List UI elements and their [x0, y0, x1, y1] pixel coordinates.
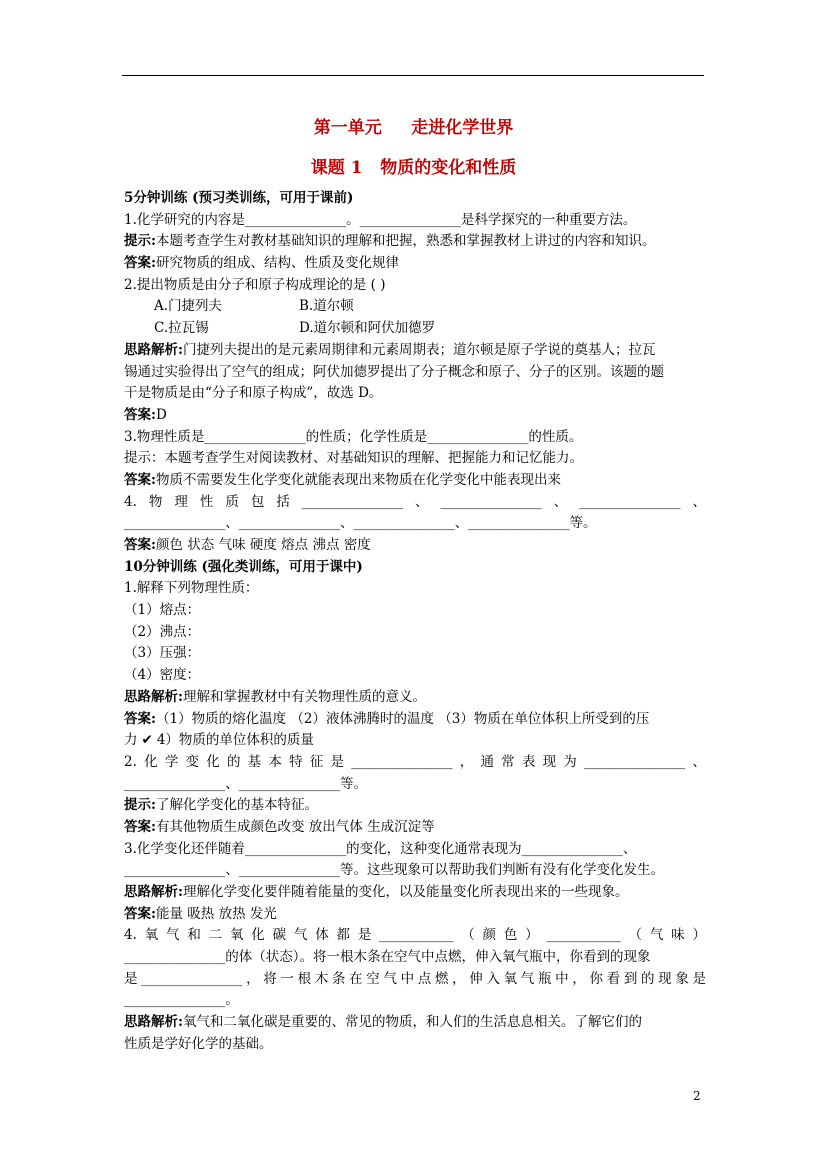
hint-label: 提示: [124, 233, 156, 250]
question-2-4-continued: _______________。 [124, 992, 239, 1009]
answer-line [124, 709, 706, 731]
answer-label: 答案: [124, 905, 156, 922]
hint-plain: 提示：本题考查学生对阅读教材、对基础知识的理解、把握能力和记忆能力。 [124, 450, 583, 467]
answer-text: 研究物质的组成、结构、性质及变化规律 [155, 255, 399, 272]
answer-line [124, 817, 706, 839]
answer-label: 答案: [124, 537, 156, 553]
answer-line [124, 904, 706, 926]
question-2-3-continued: _______________、_______________等。这些现象可以帮助我们判断有没有化学变化发生。 [124, 862, 664, 879]
answer-text: 物质不需要发生化学变化就能表现出来物质在化学变化中能表现出来 [155, 471, 561, 488]
question-2-4: 4.氧气和二氧化碳气体都是___________（颜色）___________（气味） [124, 927, 706, 944]
answer-label: 答案: [124, 406, 156, 423]
question-2-2-continued: _______________、_______________等。 [124, 775, 367, 792]
question-2-2: 2.化学变化的基本特征是_______________，通常表现为_______________、 [124, 753, 706, 770]
unit-title: 第一单元 走进化学世界 [313, 118, 514, 138]
analysis-text: 门捷列夫提出的是元素周期律和元素周期表；道尔顿是原子学说的奠基人；拉瓦 [182, 341, 656, 358]
option-c: C.拉瓦锡 [154, 320, 209, 337]
analysis-line [124, 687, 706, 709]
hint-line [124, 231, 706, 253]
hint-line [124, 795, 706, 817]
sub-item: （3）压强： [124, 645, 201, 662]
option-b: B.道尔顿 [299, 298, 354, 315]
options-row [124, 318, 706, 340]
answer-continued [124, 730, 706, 752]
answer-label: 答案: [124, 818, 156, 835]
answer-text: D [155, 406, 167, 423]
analysis-continued: 锡通过实验得出了空气的组成；阿伏加德罗提出了分子概念和原子、分子的区别。该题的题 [124, 363, 664, 380]
sub-item: （2）沸点： [124, 623, 201, 640]
section-heading-5min: 5分钟训练 (预习类训练，可用于课前) [124, 190, 354, 206]
analysis-text: 氧气和二氧化碳是重要的、常见的物质，和人们的生活息息相关。了解它们的 [182, 1014, 642, 1031]
question-1-3: 3.物理性质是_______________的性质；化学性质是_______________的性质。 [124, 428, 583, 445]
analysis-label: 思路解析: [124, 1014, 183, 1031]
analysis-label: 思路解析: [124, 341, 183, 358]
hint-text: 了解化学变化的基本特征。 [155, 797, 318, 814]
answer-text: 颜色 状态 气味 硬度 熔点 沸点 密度 [155, 537, 371, 553]
question-2-3: 3.化学变化还伴随着_______________的变化，这种变化通常表现为_______________、 [124, 840, 637, 857]
options-row [124, 296, 706, 318]
hint-text: 本题考查学生对教材基础知识的理解和把握，熟悉和掌握教材上讲过的内容和知识。 [155, 233, 656, 250]
header-rule [122, 75, 704, 76]
question-2-1: 1.解释下列物理性质： [124, 580, 259, 597]
analysis-text: 理解化学变化要伴随着能量的变化，以及能量变化所表现出来的一些现象。 [182, 884, 629, 900]
answer-prefix: 力 [124, 732, 138, 749]
question-1-1: 1.化学研究的内容是_______________。_______________是科学探究的一种重要方法。 [124, 211, 637, 228]
section-heading-10min: 10分钟训练 (强化类训练，可用于课中) [124, 558, 363, 575]
answer-line [124, 405, 706, 427]
option-d: D.道尔顿和阿伏加德罗 [299, 320, 436, 337]
analysis-line [124, 340, 706, 362]
answer-line [124, 535, 706, 557]
answer-text: 有其他物质生成颜色改变 放出气体 生成沉淀等 [155, 818, 435, 835]
answer-text: （1）物质的熔化温度 （2）液体沸腾时的温度 （3）物质在单位体积上所受到的压 [155, 710, 650, 727]
question-2-4-continued: 是_______________，将一根木条在空气中点燃，伸入氧气瓶中，你看到的现象是 [124, 970, 706, 987]
sub-item: （1）熔点： [124, 602, 201, 619]
page-number: 2 [693, 1089, 701, 1103]
analysis-line [124, 882, 706, 904]
analysis-continued: 性质是学好化学的基础。 [124, 1035, 273, 1052]
document-body [124, 188, 706, 1056]
lesson-title: 课题 1 物质的变化和性质 [310, 158, 517, 178]
option-a: A.门捷列夫 [154, 298, 223, 315]
analysis-continued: 干是物质是由“分子和原子构成”，故选 D。 [124, 385, 383, 402]
question-1-4: 4.物理性质包括_______________、_______________、_______________、 [124, 493, 706, 510]
analysis-label: 思路解析: [124, 884, 183, 900]
answer-line [124, 253, 706, 275]
sub-item: （4）密度： [124, 667, 201, 684]
answer-text: 4）物质的单位体积的质量 [156, 732, 314, 749]
hint-label: 提示: [124, 797, 156, 814]
analysis-line [124, 1012, 706, 1034]
answer-label: 答案: [124, 255, 156, 272]
answer-label: 答案: [124, 710, 156, 727]
answer-line [124, 470, 706, 492]
question-1-4-continued: _______________、_______________、_______________、_______________等。 [124, 515, 597, 532]
question-2-4-continued: _______________的体（状态）。将一根木条在空气中点燃，伸入氧气瓶中，你看到的现象 [124, 949, 651, 966]
analysis-text: 理解和掌握教材中有关物理性质的意义。 [182, 688, 426, 705]
answer-text: 能量 吸热 放热 发光 [155, 905, 277, 922]
answer-label: 答案: [124, 471, 156, 488]
question-1-2: 2.提出物质是由分子和原子构成理论的是 ( ) [124, 276, 386, 293]
checkmark-icon: ✔ [141, 732, 153, 749]
analysis-label: 思路解析: [124, 688, 183, 705]
